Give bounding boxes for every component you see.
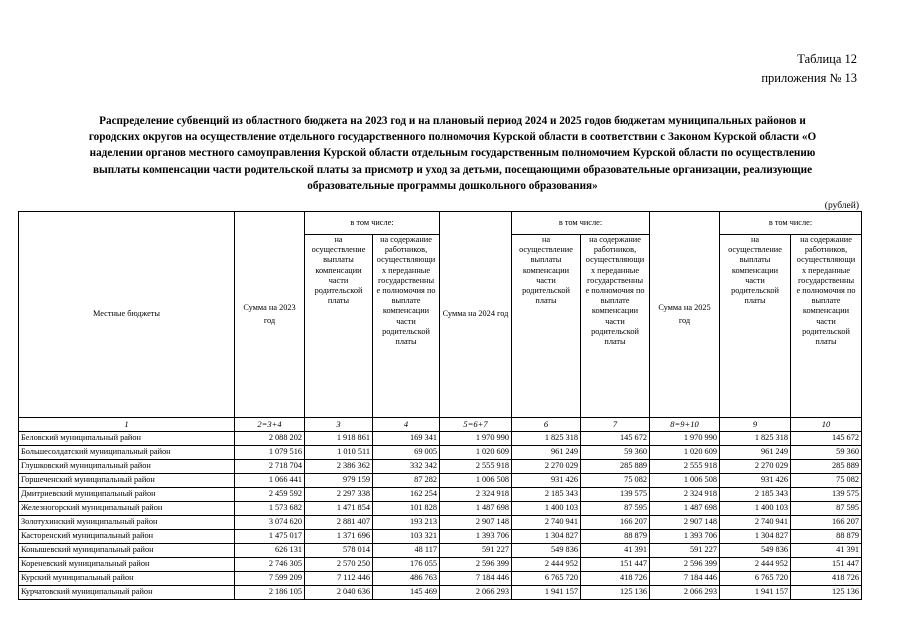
column-number: 10 bbox=[791, 418, 862, 432]
table-row bbox=[19, 572, 862, 586]
amount-cell: 87 282 bbox=[373, 474, 440, 488]
amount-cell: 285 889 bbox=[791, 460, 862, 474]
amount-cell: 591 227 bbox=[440, 544, 512, 558]
amount-cell: 979 159 bbox=[305, 474, 373, 488]
amount-cell: 1 020 609 bbox=[650, 446, 720, 460]
amount-cell: 162 254 bbox=[373, 488, 440, 502]
amount-cell: 2 596 399 bbox=[650, 558, 720, 572]
budget-name-cell: Курчатовский муниципальный район bbox=[19, 586, 235, 600]
col-header-compensation-2024: на осуществление выплаты компенсации части родительской платы bbox=[512, 235, 581, 418]
amount-cell: 145 672 bbox=[791, 432, 862, 446]
amount-cell: 1 475 017 bbox=[235, 530, 305, 544]
amount-cell: 2 270 029 bbox=[720, 460, 791, 474]
amount-cell: 75 082 bbox=[581, 474, 650, 488]
amount-cell: 1 400 103 bbox=[512, 502, 581, 516]
table-row bbox=[19, 432, 862, 446]
col-header-sum-2024: Сумма на 2024 год bbox=[440, 212, 512, 418]
amount-cell: 2 066 293 bbox=[650, 586, 720, 600]
budget-name-cell: Касторенский муниципальный район bbox=[19, 530, 235, 544]
amount-cell: 139 575 bbox=[791, 488, 862, 502]
units-label: (рублей) bbox=[824, 201, 859, 211]
amount-cell: 1 825 318 bbox=[720, 432, 791, 446]
amount-cell: 145 672 bbox=[581, 432, 650, 446]
amount-cell: 1 400 103 bbox=[720, 502, 791, 516]
amount-cell: 418 726 bbox=[581, 572, 650, 586]
table-row bbox=[19, 488, 862, 502]
amount-cell: 88 879 bbox=[581, 530, 650, 544]
table-row bbox=[19, 502, 862, 516]
table-row bbox=[19, 446, 862, 460]
amount-cell: 75 082 bbox=[791, 474, 862, 488]
amount-cell: 1 066 441 bbox=[235, 474, 305, 488]
amount-cell: 151 447 bbox=[791, 558, 862, 572]
amount-cell: 166 207 bbox=[791, 516, 862, 530]
amount-cell: 1 010 511 bbox=[305, 446, 373, 460]
budget-name-cell: Конышевский муниципальный район bbox=[19, 544, 235, 558]
amount-cell: 88 879 bbox=[791, 530, 862, 544]
amount-cell: 2 324 918 bbox=[650, 488, 720, 502]
table-row bbox=[19, 558, 862, 572]
appendix-label: приложения № 13 bbox=[761, 71, 857, 85]
amount-cell: 101 828 bbox=[373, 502, 440, 516]
column-number: 2=3+4 bbox=[235, 418, 305, 432]
amount-cell: 2 907 148 bbox=[440, 516, 512, 530]
column-number: 8=9+10 bbox=[650, 418, 720, 432]
amount-cell: 2 555 918 bbox=[650, 460, 720, 474]
amount-cell: 1 825 318 bbox=[512, 432, 581, 446]
col-header-local-budgets: Местные бюджеты bbox=[19, 212, 235, 418]
amount-cell: 2 459 592 bbox=[235, 488, 305, 502]
amount-cell: 1 471 854 bbox=[305, 502, 373, 516]
amount-cell: 578 014 bbox=[305, 544, 373, 558]
table-row bbox=[19, 544, 862, 558]
amount-cell: 166 207 bbox=[581, 516, 650, 530]
amount-cell: 145 469 bbox=[373, 586, 440, 600]
amount-cell: 125 136 bbox=[581, 586, 650, 600]
amount-cell: 591 227 bbox=[650, 544, 720, 558]
amount-cell: 7 184 446 bbox=[650, 572, 720, 586]
title-line: образовательные программы дошкольного образования» bbox=[307, 179, 598, 192]
table-row bbox=[19, 474, 862, 488]
table-row bbox=[19, 530, 862, 544]
amount-cell: 418 726 bbox=[791, 572, 862, 586]
title-line: Распределение субвенций из областного бюджета на 2023 год и на плановый период 2024 и 2025 годов бюджетам муниципальных районов и bbox=[99, 115, 806, 127]
budget-name-cell: Беловский муниципальный район bbox=[19, 432, 235, 446]
subvention-table bbox=[18, 211, 862, 600]
amount-cell: 169 341 bbox=[373, 432, 440, 446]
amount-cell: 285 889 bbox=[581, 460, 650, 474]
amount-cell: 48 117 bbox=[373, 544, 440, 558]
amount-cell: 1 918 861 bbox=[305, 432, 373, 446]
amount-cell: 1 487 698 bbox=[650, 502, 720, 516]
amount-cell: 626 131 bbox=[235, 544, 305, 558]
col-header-compensation-2023: на осуществление выплаты компенсации части родительской платы bbox=[305, 235, 373, 418]
column-number: 9 bbox=[720, 418, 791, 432]
amount-cell: 1 020 609 bbox=[440, 446, 512, 460]
amount-cell: 1 970 990 bbox=[650, 432, 720, 446]
column-number: 5=6+7 bbox=[440, 418, 512, 432]
column-number-row bbox=[19, 418, 862, 432]
amount-cell: 2 570 250 bbox=[305, 558, 373, 572]
amount-cell: 6 765 720 bbox=[720, 572, 791, 586]
budget-name-cell: Кореневский муниципальный район bbox=[19, 558, 235, 572]
budget-name-cell: Железногорский муниципальный район bbox=[19, 502, 235, 516]
amount-cell: 1 006 508 bbox=[650, 474, 720, 488]
col-header-including-2025: в том числе: bbox=[720, 212, 862, 235]
amount-cell: 2 444 952 bbox=[512, 558, 581, 572]
amount-cell: 59 360 bbox=[791, 446, 862, 460]
table-row bbox=[19, 460, 862, 474]
amount-cell: 1 393 706 bbox=[440, 530, 512, 544]
amount-cell: 1 371 696 bbox=[305, 530, 373, 544]
amount-cell: 176 055 bbox=[373, 558, 440, 572]
col-header-sum-2023: Сумма на 2023 год bbox=[235, 212, 305, 418]
amount-cell: 1 304 827 bbox=[720, 530, 791, 544]
amount-cell: 486 763 bbox=[373, 572, 440, 586]
col-header-staff-2024: на содержание работников, осуществляющи х переданные государственны е полномочия по выплате компенсации части родительской платы bbox=[581, 235, 650, 418]
amount-cell: 3 074 620 bbox=[235, 516, 305, 530]
amount-cell: 2 386 362 bbox=[305, 460, 373, 474]
column-number: 6 bbox=[512, 418, 581, 432]
title-line: выплаты компенсации части родительской платы за присмотр и уход за детьми, посещающими образовательные организации, реализующие bbox=[92, 163, 813, 176]
amount-cell: 2 297 338 bbox=[305, 488, 373, 502]
amount-cell: 2 270 029 bbox=[512, 460, 581, 474]
amount-cell: 2 186 105 bbox=[235, 586, 305, 600]
budget-name-cell: Глушковский муниципальный район bbox=[19, 460, 235, 474]
column-number: 4 bbox=[373, 418, 440, 432]
document-title bbox=[20, 113, 885, 194]
amount-cell: 2 444 952 bbox=[720, 558, 791, 572]
budget-name-cell: Золотухинский муниципальный район bbox=[19, 516, 235, 530]
amount-cell: 961 249 bbox=[720, 446, 791, 460]
amount-cell: 1 573 682 bbox=[235, 502, 305, 516]
amount-cell: 7 112 446 bbox=[305, 572, 373, 586]
amount-cell: 2 740 941 bbox=[720, 516, 791, 530]
amount-cell: 931 426 bbox=[512, 474, 581, 488]
col-header-including-2023: в том числе: bbox=[305, 212, 440, 235]
amount-cell: 69 005 bbox=[373, 446, 440, 460]
amount-cell: 1 941 157 bbox=[512, 586, 581, 600]
amount-cell: 59 360 bbox=[581, 446, 650, 460]
amount-cell: 7 184 446 bbox=[440, 572, 512, 586]
col-header-staff-2025: на содержание работников, осуществляющи х переданные государственны е полномочия по выплате компенсации части родительской платы bbox=[791, 235, 862, 418]
amount-cell: 961 249 bbox=[512, 446, 581, 460]
amount-cell: 2 555 918 bbox=[440, 460, 512, 474]
budget-name-cell: Курский муниципальный район bbox=[19, 572, 235, 586]
column-number: 1 bbox=[19, 418, 235, 432]
amount-cell: 2 185 343 bbox=[720, 488, 791, 502]
budget-name-cell: Дмитриевский муниципальный район bbox=[19, 488, 235, 502]
title-line: наделении органов местного самоуправления Курской области отдельным государственным полномочием Курской области по осуществлению bbox=[89, 147, 816, 160]
amount-cell: 6 765 720 bbox=[512, 572, 581, 586]
amount-cell: 7 599 209 bbox=[235, 572, 305, 586]
amount-cell: 1 079 516 bbox=[235, 446, 305, 460]
amount-cell: 2 907 148 bbox=[650, 516, 720, 530]
amount-cell: 103 321 bbox=[373, 530, 440, 544]
amount-cell: 2 040 636 bbox=[305, 586, 373, 600]
amount-cell: 549 836 bbox=[512, 544, 581, 558]
amount-cell: 2 746 305 bbox=[235, 558, 305, 572]
amount-cell: 2 718 704 bbox=[235, 460, 305, 474]
budget-name-cell: Большесолдатский муниципальный район bbox=[19, 446, 235, 460]
amount-cell: 2 185 343 bbox=[512, 488, 581, 502]
amount-cell: 1 006 508 bbox=[440, 474, 512, 488]
amount-cell: 2 066 293 bbox=[440, 586, 512, 600]
col-header-sum-2025: Сумма на 2025 год bbox=[650, 212, 720, 418]
budget-name-cell: Горшеченский муниципальный район bbox=[19, 474, 235, 488]
col-header-compensation-2025: на осуществление выплаты компенсации части родительской платы bbox=[720, 235, 791, 418]
amount-cell: 193 213 bbox=[373, 516, 440, 530]
amount-cell: 139 575 bbox=[581, 488, 650, 502]
amount-cell: 931 426 bbox=[720, 474, 791, 488]
amount-cell: 1 304 827 bbox=[512, 530, 581, 544]
amount-cell: 125 136 bbox=[791, 586, 862, 600]
column-number: 3 bbox=[305, 418, 373, 432]
amount-cell: 2 596 399 bbox=[440, 558, 512, 572]
amount-cell: 87 595 bbox=[581, 502, 650, 516]
amount-cell: 549 836 bbox=[720, 544, 791, 558]
amount-cell: 2 881 407 bbox=[305, 516, 373, 530]
amount-cell: 2 324 918 bbox=[440, 488, 512, 502]
amount-cell: 41 391 bbox=[791, 544, 862, 558]
amount-cell: 2 088 202 bbox=[235, 432, 305, 446]
col-header-staff-2023: на содержание работников, осуществляющи х переданные государственны е полномочия по выплате компенсации части родительской платы bbox=[373, 235, 440, 418]
amount-cell: 1 941 157 bbox=[720, 586, 791, 600]
amount-cell: 2 740 941 bbox=[512, 516, 581, 530]
table-row bbox=[19, 586, 862, 600]
table-number: Таблица 12 bbox=[797, 52, 857, 66]
amount-cell: 1 487 698 bbox=[440, 502, 512, 516]
amount-cell: 87 595 bbox=[791, 502, 862, 516]
table-row bbox=[19, 516, 862, 530]
amount-cell: 151 447 bbox=[581, 558, 650, 572]
amount-cell: 1 970 990 bbox=[440, 432, 512, 446]
title-line: городских округов на осуществление отдельного государственного полномочия Курской области в соответствии с Законом Курской области «О bbox=[88, 131, 817, 144]
col-header-including-2024: в том числе: bbox=[512, 212, 650, 235]
amount-cell: 41 391 bbox=[581, 544, 650, 558]
column-number: 7 bbox=[581, 418, 650, 432]
amount-cell: 1 393 706 bbox=[650, 530, 720, 544]
amount-cell: 332 342 bbox=[373, 460, 440, 474]
